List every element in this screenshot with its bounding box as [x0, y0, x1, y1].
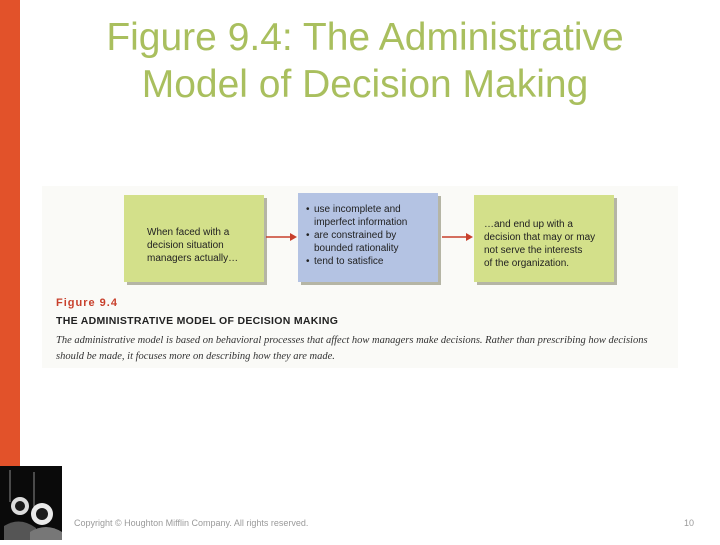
arrow-right-icon — [266, 232, 298, 242]
box-right-line-4: of the organization. — [484, 258, 570, 269]
figure-label: Figure 9.4 — [56, 297, 118, 309]
bullet-2-line-2: bounded rationality — [314, 243, 399, 254]
slide-title-line-1: Figure 9.4: The Administrative — [106, 16, 624, 59]
bullet-3-line-1: • tend to satisfice — [314, 256, 384, 267]
bullet-2-line-1: • are constrained by — [314, 230, 397, 241]
box-left-line-2: decision situation — [147, 240, 224, 251]
box-manager-situation — [124, 195, 264, 282]
page-number: 10 — [684, 518, 695, 528]
slide-title — [40, 14, 690, 108]
box-decision-outcome — [474, 195, 614, 282]
box-left-line-1: When faced with a — [147, 227, 230, 238]
box-left-line-3: managers actually… — [147, 253, 239, 264]
figure-caption: The administrative model is based on behavioral processes that affect how managers make decisions. Rather than prescribing how decisions should be made, it focuses more on describing how they are made. — [56, 335, 648, 362]
figure-title: THE ADMINISTRATIVE MODEL OF DECISION MAKING — [56, 315, 339, 327]
bullet-item — [306, 255, 407, 268]
box-right-line-2: decision that may or may — [484, 232, 596, 243]
bullet-item — [306, 203, 407, 229]
arrow-right-icon — [442, 232, 474, 242]
box-manager-behaviors — [298, 193, 438, 282]
slide-title-line-2: Model of Decision Making — [141, 63, 589, 106]
bullet-1-line-2: imperfect information — [314, 217, 408, 228]
accent-bar — [0, 0, 20, 540]
logo — [0, 466, 62, 540]
copyright-text: Copyright © Houghton Mifflin Company. All rights reserved. — [74, 518, 309, 528]
bullet-1-line-1: • use incomplete and — [314, 204, 401, 215]
logo-figures-icon — [0, 466, 62, 540]
box-right-line-1: …and end up with a — [484, 219, 573, 230]
bullet-item — [306, 229, 407, 255]
figure-image — [42, 186, 678, 368]
box-right-line-3: not serve the interests — [484, 245, 583, 256]
